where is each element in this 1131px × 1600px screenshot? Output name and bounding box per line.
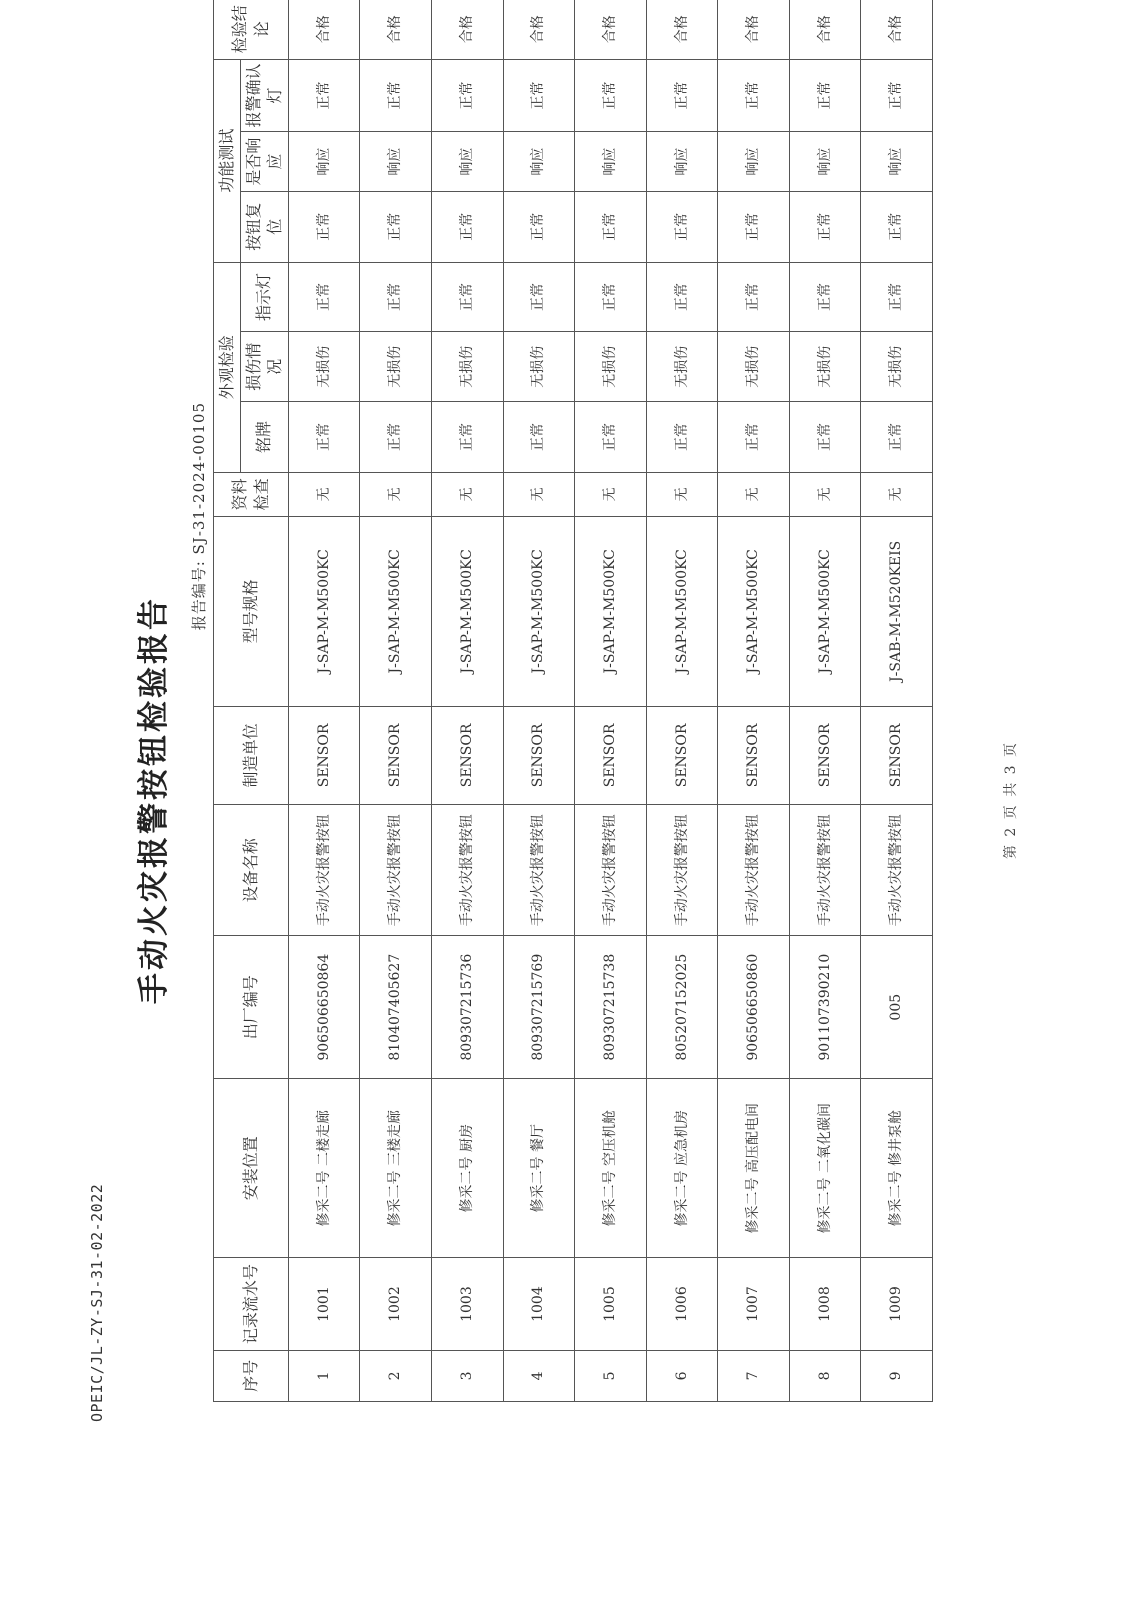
cell-conclusion: 合格 bbox=[503, 0, 575, 59]
cell-conclusion: 合格 bbox=[431, 0, 503, 59]
cell-confirm-lamp: 正常 bbox=[503, 59, 575, 132]
cell-nameplate: 正常 bbox=[575, 402, 647, 473]
table-row bbox=[575, 0, 647, 1402]
report-number: 报告编号: SJ-31-2024-00105 bbox=[190, 402, 208, 631]
cell-confirm-lamp: 正常 bbox=[360, 59, 432, 132]
cell-damage: 无损伤 bbox=[789, 332, 861, 402]
cell-nameplate: 正常 bbox=[360, 402, 432, 473]
form-code: OPEIC/JL-ZY-SJ-31-02-2022 bbox=[88, 1183, 106, 1422]
cell-manufacturer: SENSOR bbox=[718, 706, 790, 804]
cell-confirm-lamp: 正常 bbox=[575, 59, 647, 132]
header-conclusion: 检验结论 bbox=[214, 0, 289, 59]
cell-device-name: 手动火灾报警按钮 bbox=[718, 805, 790, 936]
inspection-table bbox=[213, 0, 933, 1402]
cell-conclusion: 合格 bbox=[646, 0, 718, 59]
cell-response: 响应 bbox=[288, 132, 360, 191]
cell-seq: 3 bbox=[431, 1350, 503, 1401]
header-docs-check: 资料检查 bbox=[214, 472, 289, 516]
cell-nameplate: 正常 bbox=[646, 402, 718, 473]
cell-model: J-SAB-M-M520KEIS bbox=[861, 516, 933, 706]
cell-manufacturer: SENSOR bbox=[360, 706, 432, 804]
cell-damage: 无损伤 bbox=[718, 332, 790, 402]
cell-reset: 正常 bbox=[288, 191, 360, 262]
cell-docs-check: 无 bbox=[288, 472, 360, 516]
cell-seq: 1 bbox=[288, 1350, 360, 1401]
cell-factory-no: 809307215738 bbox=[575, 936, 647, 1079]
header-appearance: 外观检验 bbox=[214, 262, 241, 472]
cell-reset: 正常 bbox=[360, 191, 432, 262]
page-number: 第 2 页 共 3 页 bbox=[1003, 740, 1019, 860]
header-indicator: 指示灯 bbox=[240, 262, 288, 332]
cell-reset: 正常 bbox=[503, 191, 575, 262]
cell-reset: 正常 bbox=[431, 191, 503, 262]
cell-conclusion: 合格 bbox=[360, 0, 432, 59]
cell-model: J-SAP-M-M500KC bbox=[718, 516, 790, 706]
cell-damage: 无损伤 bbox=[360, 332, 432, 402]
cell-nameplate: 正常 bbox=[718, 402, 790, 473]
cell-seq: 9 bbox=[861, 1350, 933, 1401]
cell-model: J-SAP-M-M500KC bbox=[288, 516, 360, 706]
cell-seq: 5 bbox=[575, 1350, 647, 1401]
cell-reset: 正常 bbox=[789, 191, 861, 262]
header-record-no: 记录流水号 bbox=[214, 1258, 289, 1350]
cell-record-no: 1004 bbox=[503, 1258, 575, 1350]
cell-model: J-SAP-M-M500KC bbox=[575, 516, 647, 706]
cell-manufacturer: SENSOR bbox=[646, 706, 718, 804]
header-seq: 序号 bbox=[214, 1350, 289, 1401]
cell-location: 修采二号 应急机房 bbox=[646, 1078, 718, 1257]
cell-record-no: 1008 bbox=[789, 1258, 861, 1350]
cell-model: J-SAP-M-M500KC bbox=[360, 516, 432, 706]
cell-factory-no: 810407405627 bbox=[360, 936, 432, 1079]
cell-confirm-lamp: 正常 bbox=[646, 59, 718, 132]
cell-damage: 无损伤 bbox=[503, 332, 575, 402]
cell-conclusion: 合格 bbox=[718, 0, 790, 59]
cell-indicator: 正常 bbox=[360, 262, 432, 332]
table-row bbox=[288, 0, 360, 1402]
header-confirm-lamp: 报警确认灯 bbox=[240, 59, 288, 132]
cell-device-name: 手动火灾报警按钮 bbox=[288, 805, 360, 936]
cell-indicator: 正常 bbox=[646, 262, 718, 332]
cell-response: 响应 bbox=[646, 132, 718, 191]
cell-docs-check: 无 bbox=[789, 472, 861, 516]
cell-confirm-lamp: 正常 bbox=[431, 59, 503, 132]
cell-damage: 无损伤 bbox=[861, 332, 933, 402]
header-reset: 按钮复位 bbox=[240, 191, 288, 262]
cell-record-no: 1002 bbox=[360, 1258, 432, 1350]
cell-nameplate: 正常 bbox=[288, 402, 360, 473]
cell-record-no: 1003 bbox=[431, 1258, 503, 1350]
cell-location: 修采二号 修井泵舱 bbox=[861, 1078, 933, 1257]
cell-conclusion: 合格 bbox=[575, 0, 647, 59]
cell-location: 修采二号 二氧化碳间 bbox=[789, 1078, 861, 1257]
table-row bbox=[861, 0, 933, 1402]
cell-docs-check: 无 bbox=[360, 472, 432, 516]
header-factory-no: 出厂编号 bbox=[214, 936, 289, 1079]
cell-reset: 正常 bbox=[861, 191, 933, 262]
cell-location: 修采二号 厨房 bbox=[431, 1078, 503, 1257]
cell-damage: 无损伤 bbox=[575, 332, 647, 402]
cell-seq: 8 bbox=[789, 1350, 861, 1401]
cell-response: 响应 bbox=[789, 132, 861, 191]
cell-docs-check: 无 bbox=[431, 472, 503, 516]
cell-confirm-lamp: 正常 bbox=[861, 59, 933, 132]
cell-docs-check: 无 bbox=[861, 472, 933, 516]
cell-seq: 7 bbox=[718, 1350, 790, 1401]
cell-nameplate: 正常 bbox=[789, 402, 861, 473]
cell-response: 响应 bbox=[861, 132, 933, 191]
cell-nameplate: 正常 bbox=[861, 402, 933, 473]
cell-device-name: 手动火灾报警按钮 bbox=[575, 805, 647, 936]
header-manufacturer: 制造单位 bbox=[214, 706, 289, 804]
cell-model: J-SAP-M-M500KC bbox=[789, 516, 861, 706]
cell-manufacturer: SENSOR bbox=[503, 706, 575, 804]
cell-conclusion: 合格 bbox=[288, 0, 360, 59]
cell-response: 响应 bbox=[431, 132, 503, 191]
cell-nameplate: 正常 bbox=[431, 402, 503, 473]
cell-docs-check: 无 bbox=[646, 472, 718, 516]
header-damage: 损伤情况 bbox=[240, 332, 288, 402]
cell-docs-check: 无 bbox=[503, 472, 575, 516]
header-location: 安装位置 bbox=[214, 1078, 289, 1257]
cell-device-name: 手动火灾报警按钮 bbox=[360, 805, 432, 936]
cell-indicator: 正常 bbox=[861, 262, 933, 332]
cell-location: 修采二号 高压配电间 bbox=[718, 1078, 790, 1257]
cell-confirm-lamp: 正常 bbox=[718, 59, 790, 132]
header-function-test: 功能测试 bbox=[214, 59, 241, 262]
cell-record-no: 1006 bbox=[646, 1258, 718, 1350]
cell-response: 响应 bbox=[360, 132, 432, 191]
header-device-name: 设备名称 bbox=[214, 805, 289, 936]
cell-reset: 正常 bbox=[575, 191, 647, 262]
cell-record-no: 1005 bbox=[575, 1258, 647, 1350]
cell-seq: 4 bbox=[503, 1350, 575, 1401]
cell-manufacturer: SENSOR bbox=[861, 706, 933, 804]
cell-seq: 6 bbox=[646, 1350, 718, 1401]
cell-damage: 无损伤 bbox=[288, 332, 360, 402]
cell-response: 响应 bbox=[503, 132, 575, 191]
cell-indicator: 正常 bbox=[789, 262, 861, 332]
cell-manufacturer: SENSOR bbox=[575, 706, 647, 804]
table-row bbox=[718, 0, 790, 1402]
cell-conclusion: 合格 bbox=[861, 0, 933, 59]
cell-damage: 无损伤 bbox=[431, 332, 503, 402]
cell-response: 响应 bbox=[575, 132, 647, 191]
table-row bbox=[789, 0, 861, 1402]
cell-reset: 正常 bbox=[718, 191, 790, 262]
cell-factory-no: 906506650864 bbox=[288, 936, 360, 1079]
cell-factory-no: 805207152025 bbox=[646, 936, 718, 1079]
cell-manufacturer: SENSOR bbox=[288, 706, 360, 804]
cell-location: 修采二号 空压机舱 bbox=[575, 1078, 647, 1257]
cell-record-no: 1009 bbox=[861, 1258, 933, 1350]
cell-factory-no: 809307215769 bbox=[503, 936, 575, 1079]
cell-factory-no: 005 bbox=[861, 936, 933, 1079]
cell-confirm-lamp: 正常 bbox=[789, 59, 861, 132]
cell-model: J-SAP-M-M500KC bbox=[646, 516, 718, 706]
cell-reset: 正常 bbox=[646, 191, 718, 262]
cell-model: J-SAP-M-M500KC bbox=[503, 516, 575, 706]
cell-factory-no: 901107390210 bbox=[789, 936, 861, 1079]
cell-record-no: 1007 bbox=[718, 1258, 790, 1350]
cell-indicator: 正常 bbox=[575, 262, 647, 332]
cell-device-name: 手动火灾报警按钮 bbox=[646, 805, 718, 936]
cell-model: J-SAP-M-M500KC bbox=[431, 516, 503, 706]
cell-docs-check: 无 bbox=[718, 472, 790, 516]
table-row bbox=[646, 0, 718, 1402]
cell-device-name: 手动火灾报警按钮 bbox=[861, 805, 933, 936]
cell-indicator: 正常 bbox=[503, 262, 575, 332]
cell-nameplate: 正常 bbox=[503, 402, 575, 473]
table-row bbox=[360, 0, 432, 1402]
cell-device-name: 手动火灾报警按钮 bbox=[789, 805, 861, 936]
cell-damage: 无损伤 bbox=[646, 332, 718, 402]
cell-response: 响应 bbox=[718, 132, 790, 191]
cell-manufacturer: SENSOR bbox=[789, 706, 861, 804]
cell-indicator: 正常 bbox=[431, 262, 503, 332]
cell-confirm-lamp: 正常 bbox=[288, 59, 360, 132]
cell-conclusion: 合格 bbox=[789, 0, 861, 59]
cell-record-no: 1001 bbox=[288, 1258, 360, 1350]
cell-seq: 2 bbox=[360, 1350, 432, 1401]
cell-factory-no: 906506650860 bbox=[718, 936, 790, 1079]
cell-factory-no: 809307215736 bbox=[431, 936, 503, 1079]
table-row bbox=[431, 0, 503, 1402]
cell-location: 修采二号 三楼走廊 bbox=[360, 1078, 432, 1257]
cell-location: 修采二号 二楼走廊 bbox=[288, 1078, 360, 1257]
header-response: 是否响应 bbox=[240, 132, 288, 191]
header-nameplate: 铭牌 bbox=[240, 402, 288, 473]
cell-docs-check: 无 bbox=[575, 472, 647, 516]
cell-device-name: 手动火灾报警按钮 bbox=[503, 805, 575, 936]
cell-indicator: 正常 bbox=[288, 262, 360, 332]
page-title: 手动火灾报警按钮检验报告 bbox=[136, 596, 172, 1004]
cell-device-name: 手动火灾报警按钮 bbox=[431, 805, 503, 936]
header-model: 型号规格 bbox=[214, 516, 289, 706]
table-row bbox=[503, 0, 575, 1402]
cell-manufacturer: SENSOR bbox=[431, 706, 503, 804]
cell-location: 修采二号 餐厅 bbox=[503, 1078, 575, 1257]
cell-indicator: 正常 bbox=[718, 262, 790, 332]
